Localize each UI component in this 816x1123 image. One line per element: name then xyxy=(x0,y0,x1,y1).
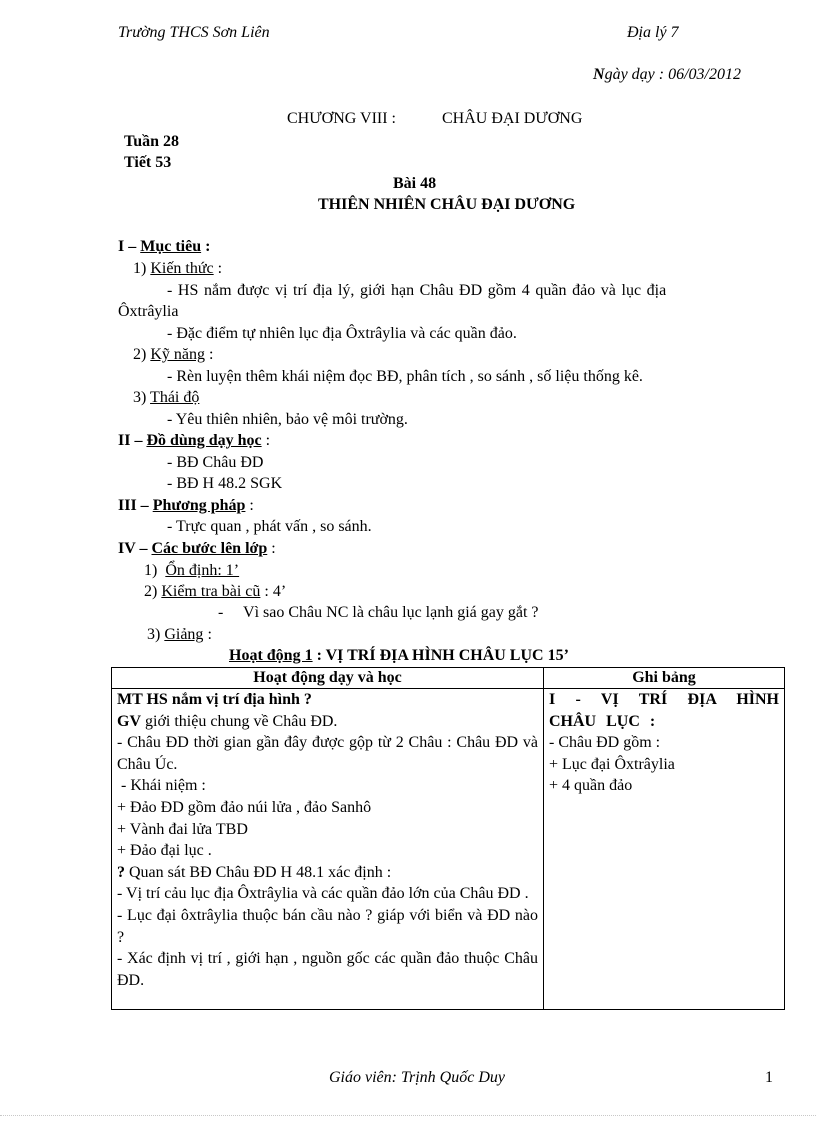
header-teaching-activities: Hoạt động dạy và học xyxy=(112,668,544,689)
method-item-1: - Trực quan , phát vấn , so sánh. xyxy=(167,518,372,535)
week-label: Tuần 28 xyxy=(124,133,179,150)
cell-line: - Xác định vị trí , giới hạn , nguồn gốc các quần đảo thuộc Châu ĐD. xyxy=(117,950,538,989)
period-label: Tiết 53 xyxy=(124,154,172,171)
section-colon: : xyxy=(201,238,211,255)
section-steps-heading xyxy=(118,540,276,558)
table-header-row xyxy=(112,668,785,689)
teacher-name: Giáo viên: Trịnh Quốc Duy xyxy=(329,1069,505,1086)
section-title: Đồ dùng dạy học xyxy=(146,432,262,449)
knowledge-line-1-cont: Ôxtrâylia xyxy=(118,303,179,320)
cell-line: - Khái niệm : xyxy=(117,777,206,795)
date-rest: gày dạy : 06/03/2012 xyxy=(604,66,741,83)
attitude-heading xyxy=(133,389,199,407)
lesson-table xyxy=(111,667,785,1010)
step-number: 1) xyxy=(144,562,158,579)
skills-heading xyxy=(133,346,213,364)
section-objectives-heading xyxy=(118,238,210,256)
section-roman: I – xyxy=(118,238,137,255)
activity-title: : VỊ TRÍ ĐỊA HÌNH CHÂU LỤC 15’ xyxy=(312,647,569,664)
section-title: Mục tiêu xyxy=(140,238,202,255)
step-number: 2) xyxy=(144,583,158,600)
materials-item-1: - BĐ Châu ĐD xyxy=(167,454,264,471)
cell-line: + Lục đại Ôxtrâylia xyxy=(549,755,675,773)
cell-line: - Lục đại ôxtrâylia thuộc bán cầu nào ? giáp với biển và ĐD nào ? xyxy=(117,906,538,946)
teaching-date xyxy=(593,66,741,84)
knowledge-line-1: - HS nắm được vị trí địa lý, giới hạn Châu ĐD gồm 4 quần đảo và lục địa xyxy=(167,282,667,299)
step-colon: : xyxy=(203,626,212,643)
school-name: Trường THCS Sơn Liên xyxy=(118,24,270,41)
table-row xyxy=(112,689,785,1010)
cell-line: + Đảo ĐD gồm đảo núi lửa , đảo Sanhô xyxy=(117,798,372,816)
gv-text: giới thiệu chung về Châu ĐD. xyxy=(141,712,338,730)
item-colon: : xyxy=(213,260,223,277)
materials-item-2: - BĐ H 48.2 SGK xyxy=(167,475,283,492)
cell-line: I - VỊ TRÍ ĐỊA HÌNH CHÂU LỤC : xyxy=(549,691,779,730)
item-number: 1) xyxy=(133,260,147,277)
cell-line xyxy=(117,711,538,733)
teaching-activities-cell xyxy=(112,689,544,1010)
section-roman: IV – xyxy=(118,540,148,557)
step-rest: : 4’ xyxy=(260,583,287,600)
section-title: Phương pháp xyxy=(152,497,246,514)
activity-heading xyxy=(229,647,569,665)
section-title: Các bước lên lớp xyxy=(151,540,268,557)
step-2 xyxy=(144,583,286,601)
board-notes-cell xyxy=(544,689,785,1010)
skills-line: - Rèn luyện thêm khái niệm đọc BĐ, phân tích , so sánh , số liệu thống kê. xyxy=(167,368,643,385)
step-title: Ổn định: 1’ xyxy=(165,562,240,579)
item-number: 3) xyxy=(133,389,147,406)
cell-line: + Vành đai lửa TBD xyxy=(117,820,248,838)
section-method-heading xyxy=(118,497,254,515)
question-text: Quan sát BĐ Châu ĐD H 48.1 xác định : xyxy=(125,863,392,881)
section-colon: : xyxy=(267,540,276,557)
gv-label: GV xyxy=(117,712,141,730)
lesson-title: THIÊN NHIÊN CHÂU ĐẠI DƯƠNG xyxy=(318,196,576,213)
step-number: 3) xyxy=(147,626,161,643)
step-title: Giảng xyxy=(164,626,204,643)
cell-line: MT HS nắm vị trí địa hình ? xyxy=(117,691,312,708)
item-title: Kỹ năng xyxy=(150,346,205,363)
knowledge-line-2: - Đặc điểm tự nhiên lục địa Ôxtrâylia và các quần đảo. xyxy=(167,325,517,342)
lesson-number: Bài 48 xyxy=(393,175,437,192)
cell-line xyxy=(117,862,538,884)
step-3 xyxy=(147,626,212,644)
header-board-notes: Ghi bảng xyxy=(544,668,785,689)
section-roman: II – xyxy=(118,432,143,449)
section-colon: : xyxy=(261,432,271,449)
question-mark: ? xyxy=(117,863,125,881)
date-initial: N xyxy=(593,66,605,83)
section-colon: : xyxy=(245,497,254,514)
item-title: Kiến thức xyxy=(150,260,214,277)
cell-line: - Vị trí cảu lục địa Ôxtrâylia và các quần đảo lớn của Châu ĐD . xyxy=(117,885,529,903)
cell-line: - Châu ĐD thời gian gần đây được gộp từ 2 Châu : Châu ĐD và Châu Úc. xyxy=(117,734,538,773)
subject-name: Địa lý 7 xyxy=(627,24,679,41)
item-colon: : xyxy=(204,346,214,363)
section-roman: III – xyxy=(118,497,149,514)
attitude-line: - Yêu thiên nhiên, bảo vệ môi trường. xyxy=(167,411,408,428)
cell-line: + Đảo đại lục . xyxy=(117,842,212,860)
item-number: 2) xyxy=(133,346,147,363)
item-title: Thái độ xyxy=(150,389,200,406)
step-2-question: - Vì sao Châu NC là châu lục lạnh giá gay gắt ? xyxy=(218,604,539,621)
cell-line: - Châu ĐD gồm : xyxy=(549,734,661,752)
chapter-label: CHƯƠNG VIII : xyxy=(287,110,396,127)
cell-line: + 4 quần đảo xyxy=(549,777,633,795)
page-number: 1 xyxy=(765,1069,773,1086)
chapter-name: CHÂU ĐẠI DƯƠNG xyxy=(442,110,583,127)
activity-prefix: Hoạt động 1 xyxy=(229,647,313,664)
footer-divider xyxy=(0,1115,816,1116)
section-materials-heading xyxy=(118,432,270,450)
knowledge-heading xyxy=(133,260,222,278)
step-1 xyxy=(144,562,239,580)
step-title: Kiểm tra bài cũ xyxy=(161,583,261,600)
